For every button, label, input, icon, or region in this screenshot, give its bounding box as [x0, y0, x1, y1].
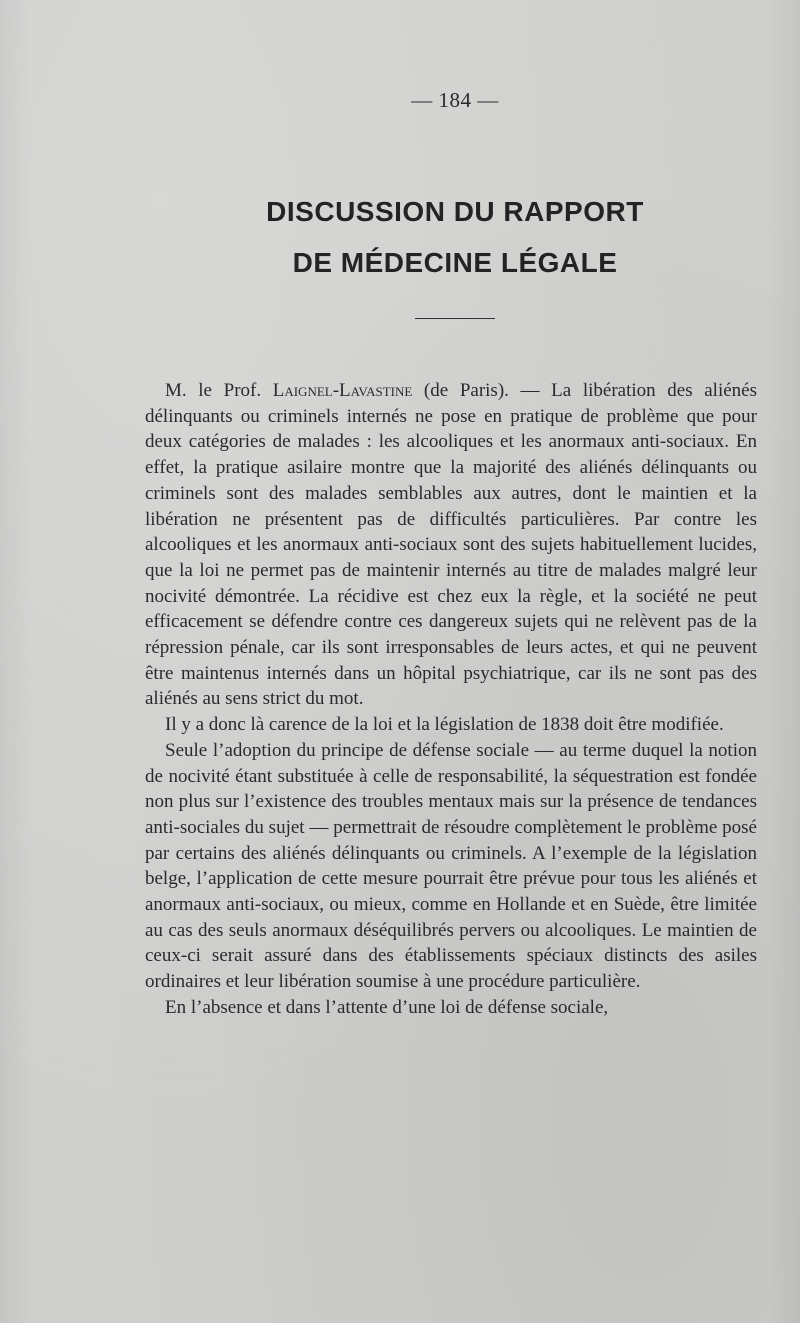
paragraph-3: Seule l’adoption du principe de défense sociale — au terme duquel la notion de nocivité étant substituée à celle de responsabilité, la séquestration est fondée non plus sur l’existence des troubles mentaux mais sur la présence de tendances anti-sociales du sujet — permettrait de résoudre complètement le problème posé par certains des aliénés délinquants ou criminels. A l’exemple de la législation belge, l’application de cette mesure pourrait être prévue pour tous les aliénés et anormaux anti-sociaux, ou mieux, comme en Hollande et en Suède, être limitée au cas des seuls anormaux déséquilibrés pervers ou alcooliques. Le maintien de ceux-ci serait assuré dans des établissements spéciaux distincts des asiles ordinaires et leur libération soumise à une procédure particulière.: [145, 739, 757, 993]
heading-line-1: DISCUSSION DU RAPPORT: [266, 196, 644, 227]
section-divider: [415, 318, 495, 319]
speaker-prefix: M. le Prof.: [165, 380, 273, 401]
body-text: [145, 378, 757, 1021]
paragraph-1: [145, 378, 757, 712]
page-number: — 184 —: [411, 88, 499, 112]
speaker-name: Laignel-Lavastine: [272, 380, 413, 401]
speaker-suffix: (de Paris). —: [412, 380, 552, 401]
paragraph-1-text: La libération des aliénés délinquants ou criminels internés ne pose en pratique de problème que pour deux catégories de malades : les alcooliques et les anormaux anti-sociaux. En effet, la pratique asilaire montre que la majorité des aliénés délinquants ou criminels sont des malades semblables aux autres, dont le maintien et la libération ne présentent pas de difficultés particulières. Par contre les alcooliques et les anormaux anti-sociaux sont des sujets habituellement lucides, que la loi ne permet pas de maintenir internés au titre de malades malgré leur nocivité démontrée. La récidive est chez eux la règle, et la société ne peut efficacement se défendre contre ces dangereux sujets qui ne relèvent pas de la répression pénale, car ils sont irresponsables de leurs actes, et qui ne peuvent être maintenus internés dans un hôpital psychiatrique, car ils ne sont pas des aliénés au sens strict du mot.: [145, 380, 757, 710]
paragraph-4: En l’absence et dans l’attente d’une loi de défense sociale,: [165, 996, 609, 1018]
paragraph-2: Il y a donc là carence de la loi et la législation de 1838 doit être modifiée.: [165, 714, 724, 736]
heading-line-2: DE MÉDECINE LÉGALE: [292, 247, 618, 278]
